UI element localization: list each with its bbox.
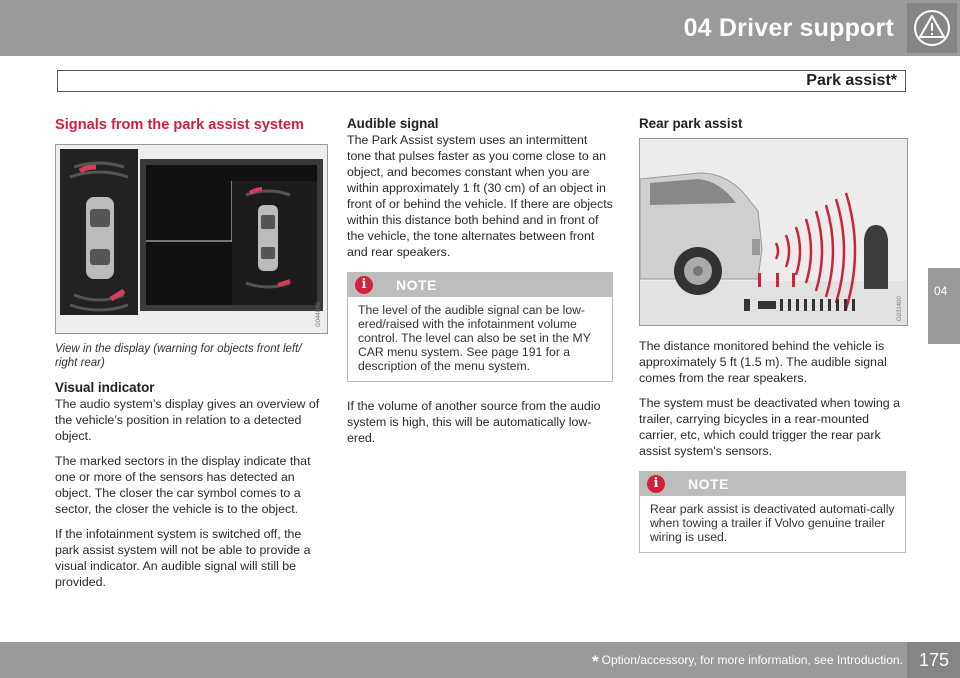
image-code: G044040: [316, 302, 322, 327]
signals-heading: Signals from the park assist system: [55, 117, 305, 133]
rear-sensor-car-icon: [640, 139, 907, 325]
chapter-title: 04 Driver support: [683, 14, 894, 42]
warning-triangle-badge: [907, 3, 957, 53]
image-caption: View in the display (warning for objects front left/ right rear): [55, 343, 302, 369]
rear-park-illustration: [639, 138, 908, 326]
footer-note: [592, 652, 903, 672]
note-box: [347, 272, 613, 382]
page-number-box: [907, 642, 960, 678]
note-box: [639, 471, 906, 553]
info-icon: i: [355, 276, 373, 294]
display-illustration: [55, 144, 328, 334]
info-icon: i: [647, 475, 665, 493]
rear-park-assist-heading: Rear park assist: [639, 116, 743, 131]
column-rear-park-assist: [639, 116, 906, 569]
park-assist-display-icon: [56, 145, 327, 333]
side-tab-number: 04: [934, 284, 948, 298]
chapter-header-bar: [0, 0, 960, 56]
section-title-bar: [57, 70, 906, 92]
column-audible: [347, 116, 613, 455]
page-number: 175: [919, 650, 950, 670]
audible-signal-heading: Audible signal: [347, 116, 439, 131]
image-code: G031400: [897, 296, 903, 321]
footer-bar: [0, 642, 960, 678]
paragraph: The audio system’s display gives an overview of the vehicle’s position in relation to a detected object.: [55, 397, 320, 443]
paragraph: The Park Assist system uses an intermittent tone that pulses faster as you come close to an object, and becomes constant when you are within approximately 1 ft (30 cm) of an object in front of or behind the vehicle. If there are objects within this distance both behind and in front of the vehicle, the tone alternates between front and rear speakers.: [347, 133, 613, 259]
paragraph: The marked sectors in the display indicate that one or more of the sensors has detected an object. The closer the car symbol comes to a sector, the closer the vehicle is to the object.: [55, 454, 311, 516]
footer-note-text: Option/accessory, for more information, see Introduction.: [601, 653, 903, 667]
warning-triangle-icon: [913, 9, 951, 47]
column-visual: [55, 116, 327, 599]
paragraph: The system must be deactivated when towing a trailer, carrying bicycles in a rear-mounted carrier, etc, which could trigger the rear park assist system's sensors.: [639, 396, 901, 458]
paragraph: The distance monitored behind the vehicle is approximately 5 ft (1.5 m). The audible signal comes from the rear speakers.: [639, 339, 887, 385]
note-label: NOTE: [688, 476, 729, 492]
paragraph: If the volume of another source from the audio system is high, this will be automatically low-ered.: [347, 399, 601, 445]
note-text: The level of the audible signal can be low-ered/raised with the infotainment volume control. The level can also be set in the MY CAR menu system. See page 191 for a description of the menu system.: [358, 303, 591, 373]
note-text: Rear park assist is deactivated automati-cally when towing a trailer if Volvo genuine trailer wiring is used.: [650, 502, 895, 544]
visual-indicator-heading: Visual indicator: [55, 380, 155, 395]
section-title: Park assist*: [806, 72, 897, 89]
note-header: [348, 273, 612, 297]
paragraph: If the infotainment system is switched off, the park assist system will not be able to provide a visual indicator. An audible signal will still be provided.: [55, 527, 311, 589]
note-header: [640, 472, 905, 496]
chapter-side-tab[interactable]: [928, 268, 960, 344]
footer-asterisk: *: [592, 652, 599, 671]
note-label: NOTE: [396, 277, 437, 293]
